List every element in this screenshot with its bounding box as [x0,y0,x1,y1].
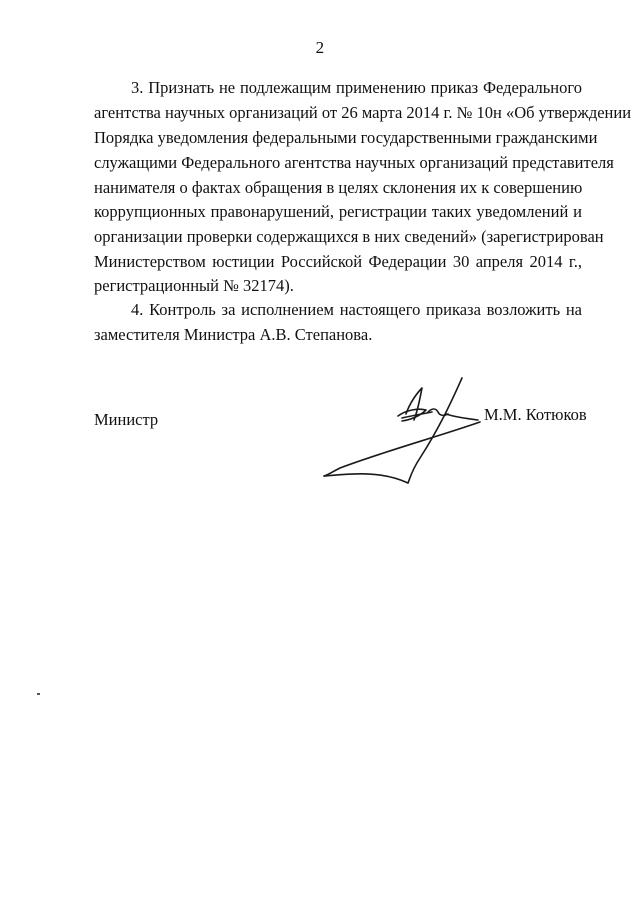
paragraph-line: регистрационный № 32174). [94,276,294,295]
signatory-title: Министр [94,410,159,429]
paragraph-line: 4. Контроль за исполнением настоящего приказа возложить на [131,300,582,319]
paragraph-line: нанимателя о фактах обращения в целях склонения их к совершению [94,178,583,197]
paragraph-line: Порядка уведомления федеральными государственными гражданскими [94,128,598,147]
paragraph-line: агентства научных организаций от 26 марта 2014 г. № 10н «Об утверждении [94,103,632,122]
signatory-name: М.М. Котюков [484,405,587,424]
scan-speck [37,693,40,695]
paragraph-line: организации проверки содержащихся в них сведений» (зарегистрирован [94,227,604,246]
paragraph-line: Министерством юстиции Российской Федерации 30 апреля 2014 г., [94,252,582,271]
paragraph-line: коррупционных правонарушений, регистрации таких уведомлений и [94,202,582,221]
paragraph-line: 3. Признать не подлежащим применению приказ Федерального [131,78,582,97]
page-number: 2 [315,38,325,57]
paragraph-line: служащими Федерального агентства научных организаций представителя [94,153,614,172]
handwritten-signature [310,370,500,495]
paragraph-line: заместителя Министра А.В. Степанова. [94,325,373,344]
